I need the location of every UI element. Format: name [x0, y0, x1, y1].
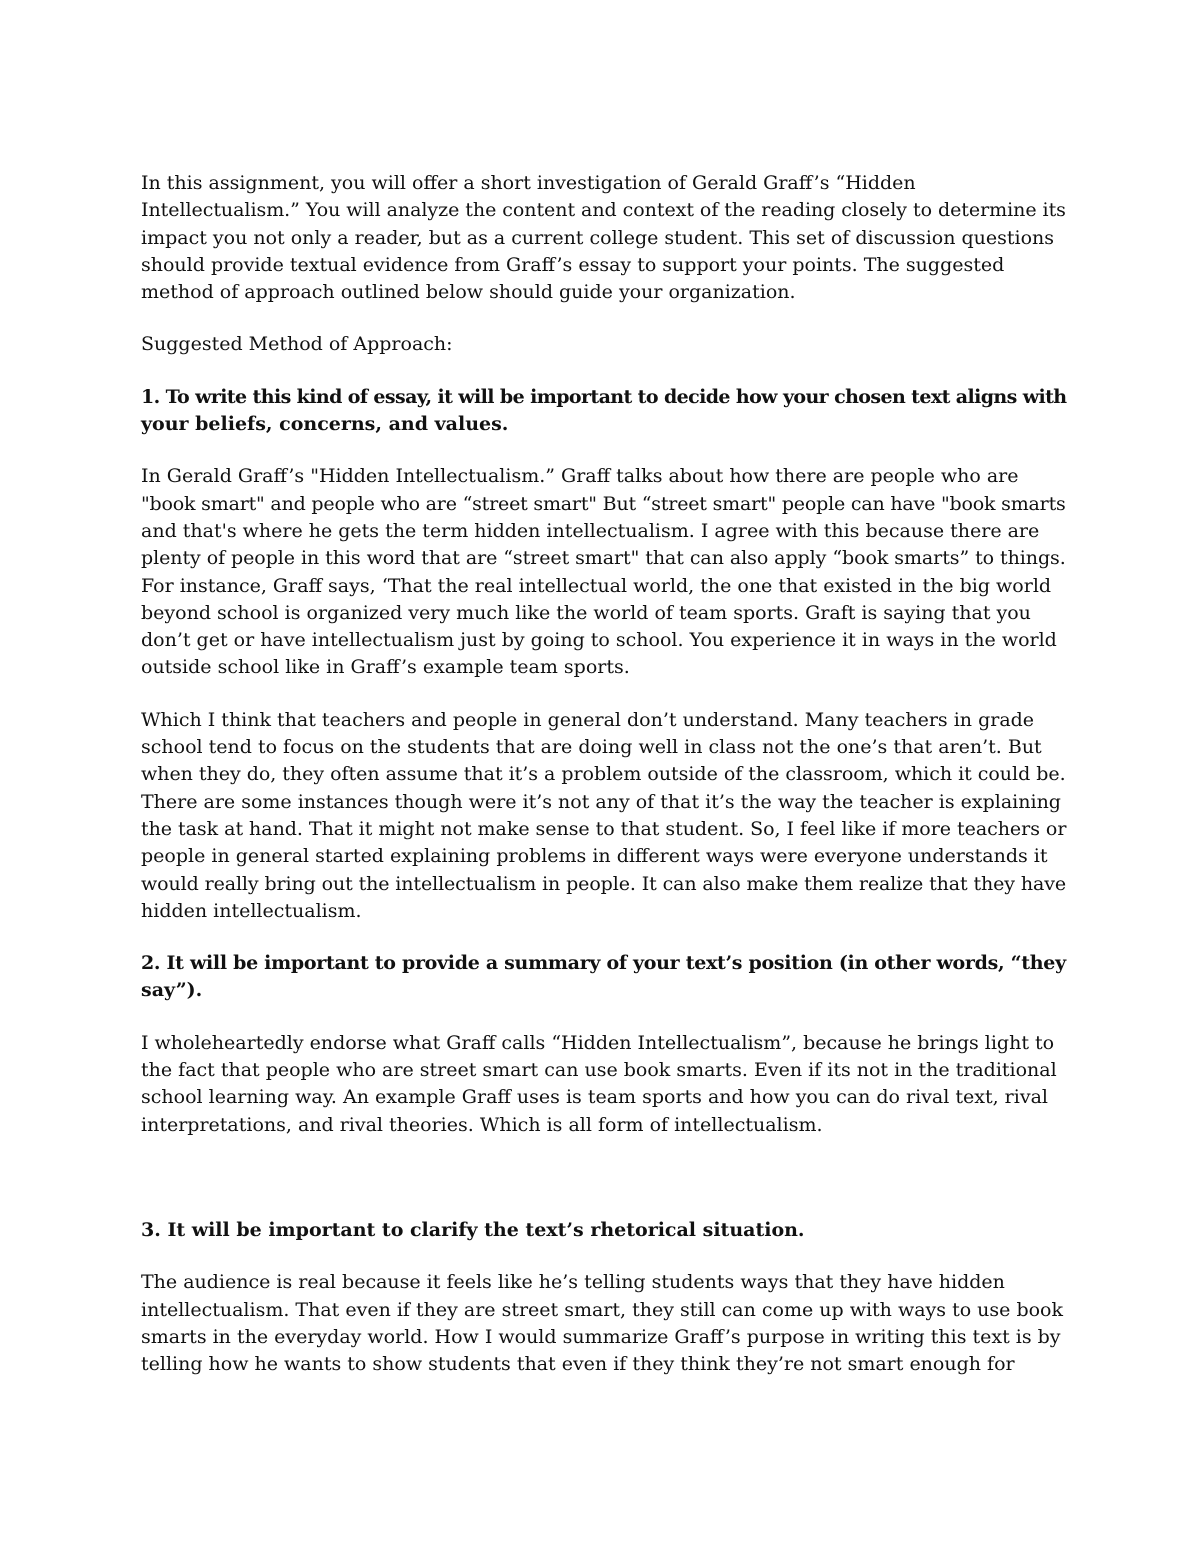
heading-line: say”). [141, 979, 203, 1002]
body-line: beyond school is organized very much like the world of team sports. Graft is saying that you [141, 601, 1031, 624]
body-line: plenty of people in this word that are “street smart" that can also apply “book smarts” to things. [141, 547, 1066, 570]
body-line: don’t get or have intellectualism just by going to school. You experience it in ways in the world [141, 629, 1057, 652]
section1-paragraph-1 [141, 463, 1066, 681]
heading-line: 3. It will be important to clarify the text’s rhetorical situation. [141, 1218, 805, 1241]
method-label-text: Suggested Method of Approach: [141, 333, 453, 356]
body-line: I wholeheartedly endorse what Graff calls “Hidden Intellectualism”, because he brings light to [141, 1031, 1055, 1054]
body-line: school learning way. An example Graff uses is team sports and how you can do rival text, rival [141, 1086, 1048, 1109]
body-line: There are some instances though were it’s not any of that it’s the way the teacher is explaining [141, 790, 1061, 813]
intro-line: impact you not only a reader, but as a current college student. This set of discussion questions [141, 226, 1055, 249]
heading-line: your beliefs, concerns, and values. [141, 413, 509, 436]
body-line: smarts in the everyday world. How I would summarize Graff’s purpose in writing this text is by [141, 1325, 1061, 1348]
body-line: the task at hand. That it might not make sense to that student. So, I feel like if more teachers or [141, 817, 1067, 840]
section1-heading [141, 384, 1066, 439]
intro-line: should provide textual evidence from Graff’s essay to support your points. The suggested [141, 253, 1005, 276]
method-label [141, 331, 1066, 358]
body-line: would really bring out the intellectualism in people. It can also make them realize that they have [141, 872, 1066, 895]
body-line: when they do, they often assume that it’s a problem outside of the classroom, which it could be. [141, 763, 1066, 786]
body-line: interpretations, and rival theories. Which is all form of intellectualism. [141, 1113, 823, 1136]
body-line: Which I think that teachers and people in general don’t understand. Many teachers in grade [141, 708, 1035, 731]
body-line: people in general started explaining problems in different ways were everyone understands it [141, 845, 1048, 868]
body-line: telling how he wants to show students that even if they think they’re not smart enough for [141, 1353, 1015, 1376]
section1-paragraph-2 [141, 707, 1066, 925]
heading-line: 1. To write this kind of essay, it will be important to decide how your chosen text aligns with [141, 385, 1067, 408]
heading-line: 2. It will be important to provide a summary of your text’s position (in other words, “they [141, 952, 1066, 975]
body-line: outside school like in Graff’s example team sports. [141, 656, 630, 679]
intro-paragraph [141, 170, 1066, 306]
intro-line: In this assignment, you will offer a short investigation of Gerald Graff’s “Hidden [141, 172, 916, 194]
body-line: For instance, Graff says, ‘That the real intellectual world, the one that existed in the big world [141, 574, 1052, 597]
body-line: the fact that people who are street smart can use book smarts. Even if its not in the traditional [141, 1059, 1057, 1082]
body-line: intellectualism. That even if they are street smart, they still can come up with ways to use book [141, 1298, 1064, 1321]
body-line: In Gerald Graff’s "Hidden Intellectualism.” Graff talks about how there are people who are [141, 465, 1019, 488]
body-line: and that's where he gets the term hidden intellectualism. I agree with this because there are [141, 519, 1040, 542]
section2-heading [141, 950, 1066, 1005]
section3-heading [141, 1217, 1066, 1244]
document-page [141, 170, 1066, 1378]
section2-paragraph [141, 1030, 1066, 1139]
section3-paragraph [141, 1269, 1066, 1378]
body-line: hidden intellectualism. [141, 899, 362, 922]
body-line: school tend to focus on the students that are doing well in class not the one’s that aren’t. But [141, 736, 1042, 759]
body-line: "book smart" and people who are “street smart" But “street smart" people can have "book smarts [141, 492, 1066, 515]
body-line: The audience is real because it feels like he’s telling students ways that they have hidden [141, 1271, 1005, 1294]
intro-line: Intellectualism.” You will analyze the content and context of the reading closely to determine its [141, 199, 1066, 222]
intro-line: method of approach outlined below should guide your organization. [141, 281, 796, 304]
